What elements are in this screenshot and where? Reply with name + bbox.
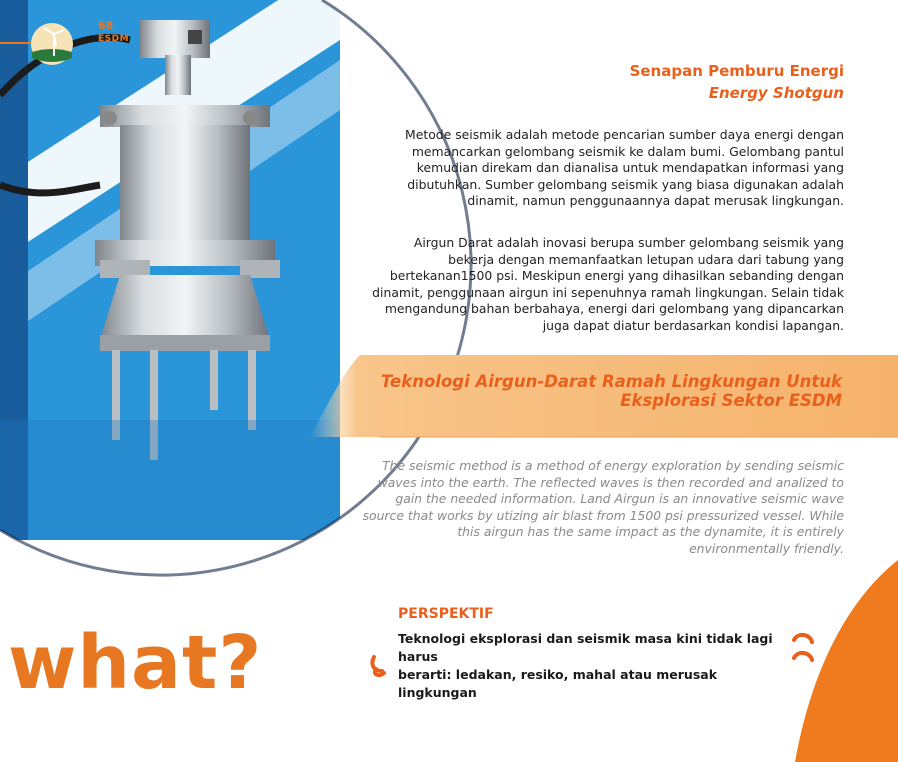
quote-open-icon <box>370 655 396 677</box>
logo-subtext: ESDM <box>98 34 130 44</box>
perspektif-line-2: berarti: ledakan, resiko, mahal atau merusak lingkungan <box>398 667 718 700</box>
wind-turbine-logo-icon <box>30 22 74 66</box>
quote-close-icon-2 <box>790 650 816 672</box>
english-summary: The seismic method is a method of energy exploration by sending seismic waves into the earth. The reflected waves is then recorded and analized to gain the needed information. Land Airgun is an innovative seismic wave source that works by utizing air blast from 1500 psi pressurized vessel. While this airgun has the same impact as the dynamite, it is entirely environmentally friendly. <box>362 458 844 556</box>
body-paragraph-1: Metode seismik adalah metode pencarian sumber daya energi dengan memancarkan gelombang seismik ke dalam bumi. Gelombang pantul kemudian direkam dan dianalisa untuk mendapatkan informasi yang dibutuhkan. Sumber gelombang seismik yang biasa digunakan adalah dinamit, namun penggunaannya dapat merusak lingkungan. <box>405 127 844 208</box>
body-paragraph-2: Airgun Darat adalah inovasi berupa sumber gelombang seismik yang bekerja dengan memanfaatkan letupan udara dari tabung yang bertekanan1500 psi. Meskipun energi yang dihasilkan sebanding dengan dinamit, penggunaan airgun ini sepenuhnya ramah lingkungan. Selain tidak mengandung bahan berbahaya, energi dari gelombang yang dipancarkan juga dapat diatur berdasarkan kondisi lapangan. <box>372 235 844 333</box>
headline <box>322 372 842 410</box>
what-heading: what? <box>8 620 263 706</box>
perspektif-quote <box>398 630 788 702</box>
perspektif-label: PERSPEKTIF <box>398 606 494 622</box>
headline-line-1: Teknologi Airgun-Darat Ramah Lingkungan Untuk <box>380 372 842 391</box>
title-indonesian: Senapan Pemburu Energi <box>629 62 844 80</box>
title-english: Energy Shotgun <box>708 84 844 102</box>
equipment-photo <box>0 0 340 540</box>
logo-divider-line <box>0 42 34 44</box>
perspektif-line-1: Teknologi eksplorasi dan seismik masa kini tidak lagi harus <box>398 631 773 664</box>
logo-number: 68 <box>98 19 114 32</box>
headline-line-2: Eksplorasi Sektor ESDM <box>620 391 842 410</box>
